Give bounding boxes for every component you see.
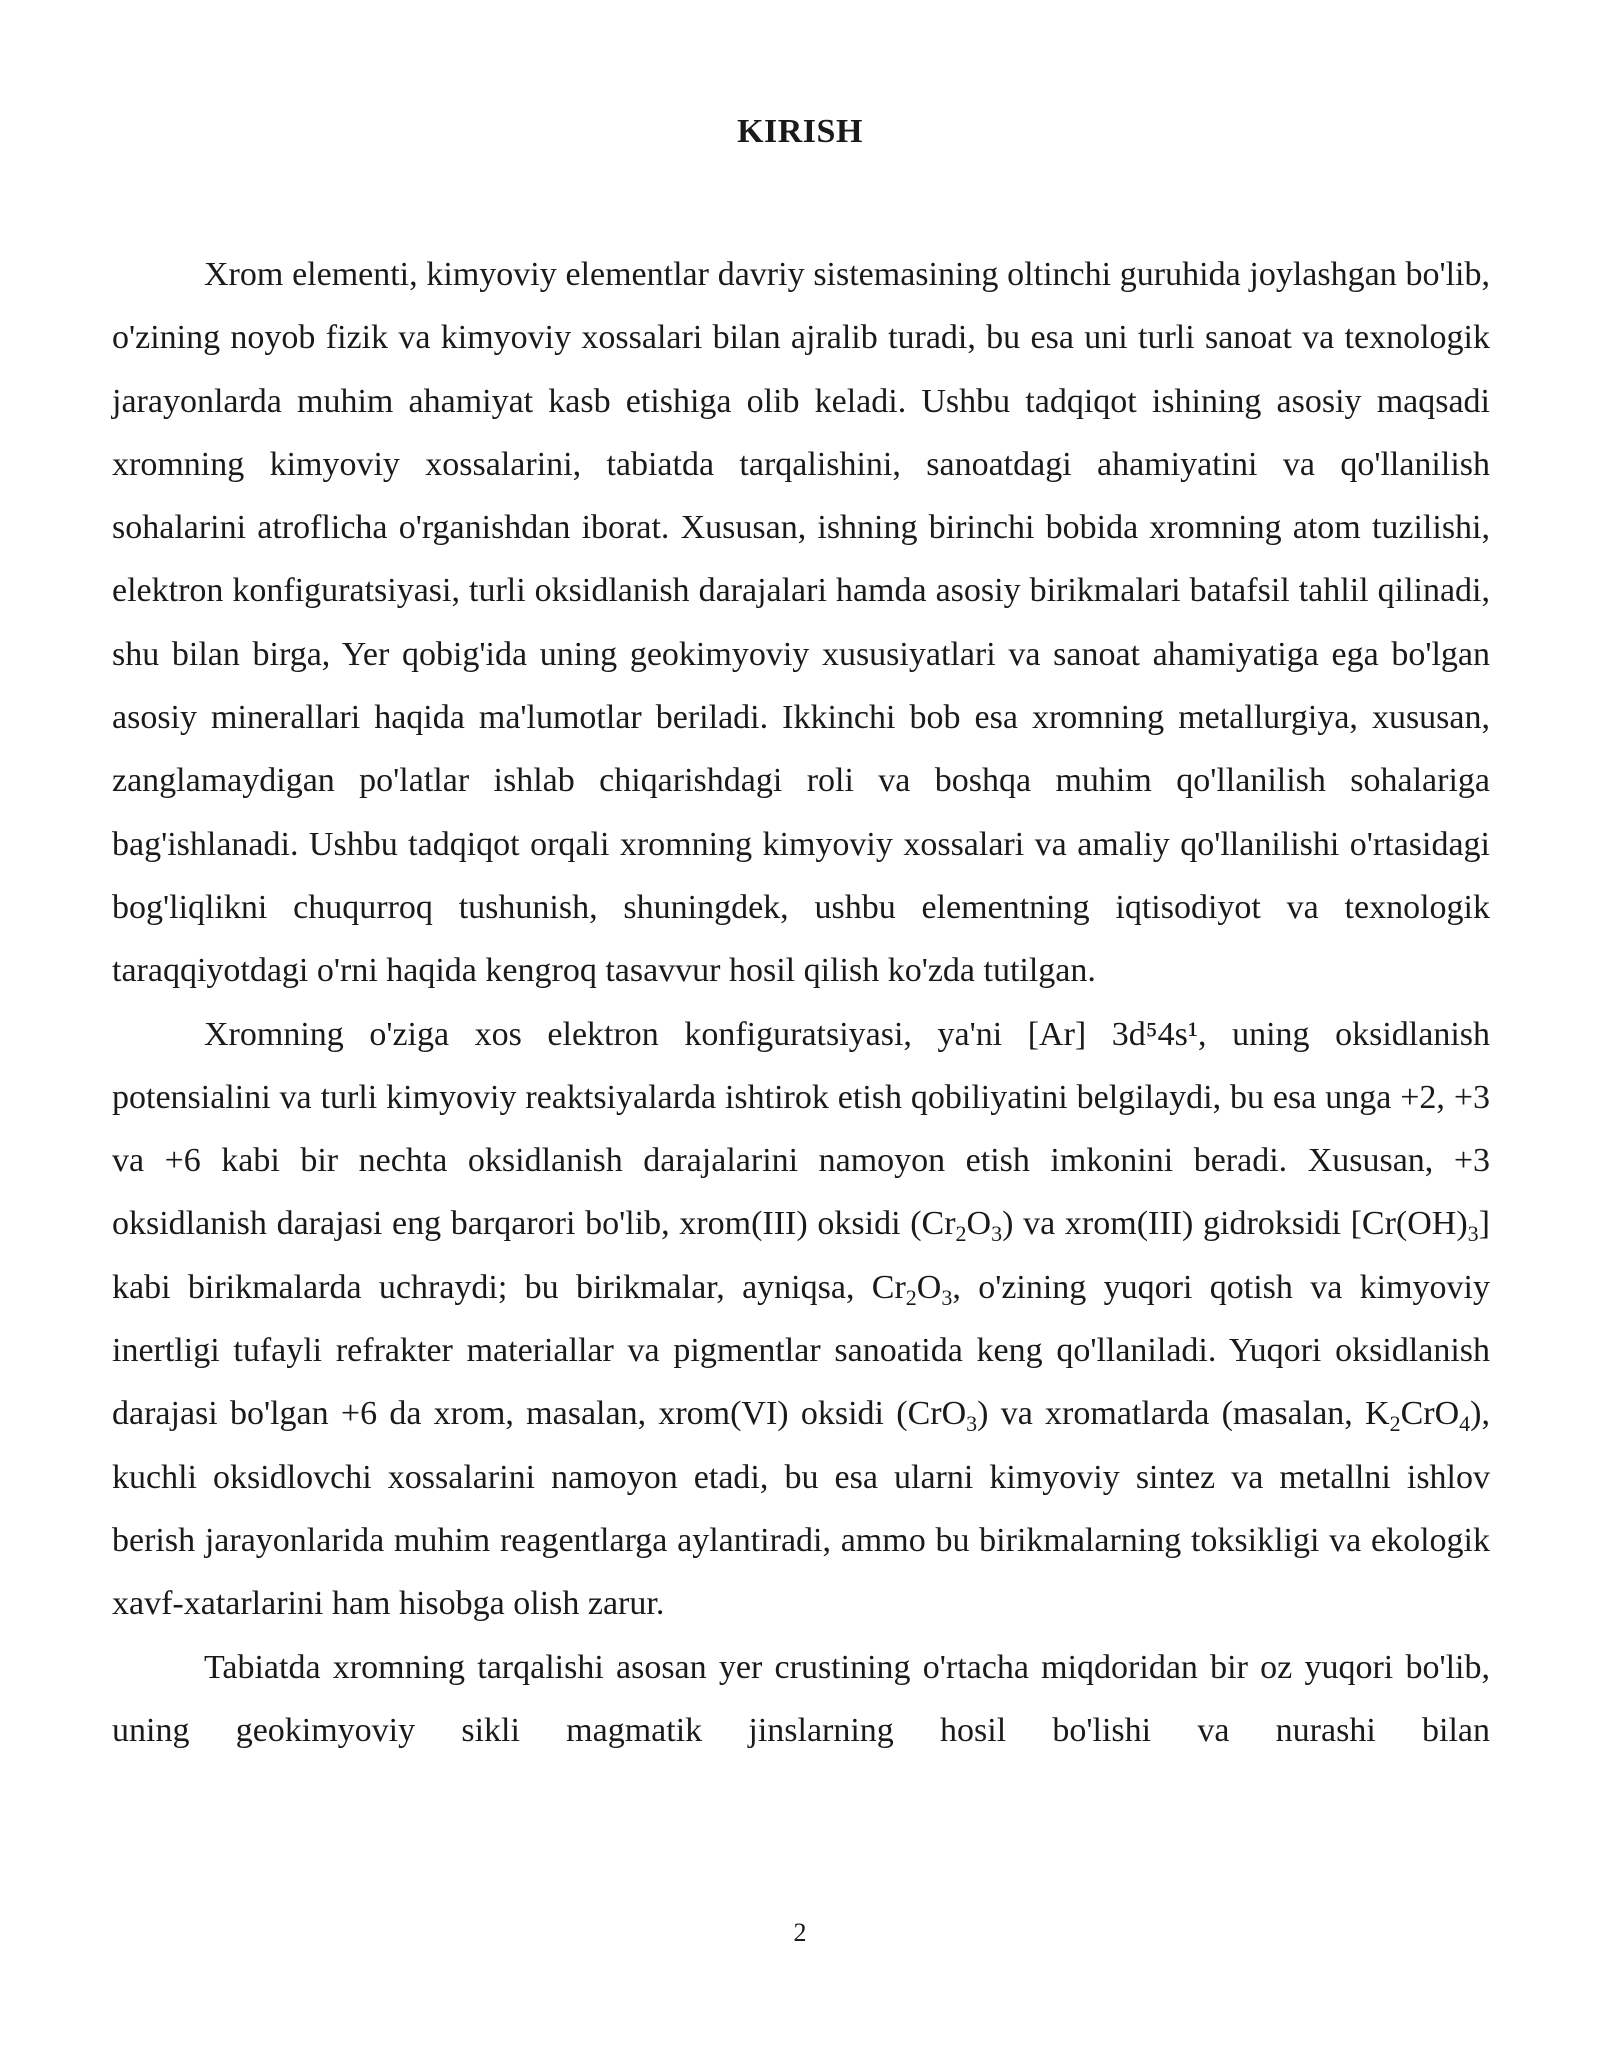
text-run: CrO [1400,1395,1460,1433]
subscript: 3 [941,1284,953,1310]
body-text [112,243,1490,1762]
subscript: 3 [1467,1221,1479,1247]
paragraph [112,1636,1490,1763]
paragraph [112,243,1490,1003]
subscript: 4 [1459,1411,1471,1437]
text-run: , o'zining yuqori qotish va kimyoviy inertligi tufayli refrakter materiallar va pigmentlar sanoatida keng qo'llaniladi. Yuqori oksidlanish darajasi bo'lgan +6 da xrom, masalan, xrom(VI) oksidi (CrO [112,1268,1490,1433]
subscript: 2 [955,1221,967,1247]
text-run: ] kabi birikmalarda uchraydi; bu birikmalar, ayniqsa, Cr [112,1205,1490,1306]
page-number: 2 [793,1918,807,1947]
text-run: Xromning o'ziga xos elektron konfiguratsiyasi, ya'ni [Ar] 3d⁵4s¹, uning oksidlanish potensialini va turli kimyoviy reaktsiyalarda ishtirok etish qobiliyatini belgilaydi, bu esa unga +2, +3 va +6 kabi bir nechta oksidlanish darajalarini namoyon etish imkonini beradi. Xususan, +3 oksidlanish darajasi eng barqarori bo'lib, xrom(III) oksidi (Cr [112,1015,1490,1243]
text-run: Tabiatda xromning tarqalishi asosan yer crustining o'rtacha miqdoridan bir oz yuqori bo'lib, uning geokimyoviy sikli magmatik jinslarning hosil bo'lishi va nurashi bilan [112,1648,1490,1749]
subscript: 2 [905,1284,917,1310]
text-run: ), kuchli oksidlovchi xossalarini namoyon etadi, bu esa ularni kimyoviy sintez va metallni ishlov berish jarayonlarida muhim reagentlarga aylantiradi, ammo bu birikmalarning toksikligi va ekologik xavf-xatarlarini ham hisobga olish zarur. [112,1395,1490,1623]
text-run: ) va xrom(III) gidroksidi [Cr(OH) [1002,1205,1468,1243]
subscript: 2 [1389,1411,1401,1437]
subscript: 3 [991,1221,1003,1247]
subscript: 3 [966,1411,978,1437]
text-run: O [916,1268,942,1306]
text-run: Xrom elementi, kimyoviy elementlar davriy sistemasining oltinchi guruhida joylashgan bo'lib, o'zining noyob fizik va kimyoviy xossalari bilan ajralib turadi, bu esa uni turli sanoat va texnologik jarayonlarda muhim ahamiyat kasb etishiga olib keladi. Ushbu tadqiqot ishining asosiy maqsadi xromning kimyoviy xossalarini, tabiatda tarqalishini, sanoatdagi ahamiyatini va qo'llanilish sohalarini atroflicha o'rganishdan iborat. Xususan, ishning birinchi bobida xromning atom tuzilishi, elektron konfiguratsiyasi, turli oksidlanish darajalari hamda asosiy birikmalari batafsil tahlil qilinadi, shu bilan birga, Yer qobig'ida uning geokimyoviy xususiyatlari va sanoat ahamiyatiga ega bo'lgan asosiy minerallari haqida ma'lumotlar beriladi. Ikkinchi bob esa xromning metallurgiya, xususan, zanglamaydigan po'latlar ishlab chiqarishdagi roli va boshqa muhim qo'llanilish sohalariga bag'ishlanadi. Ushbu tadqiqot orqali xromning kimyoviy xossalari va amaliy qo'llanilishi o'rtasidagi bog'liqlikni chuqurroq tushunish, shuningdek, ushbu elementning iqtisodiyot va texnologik taraqqiyotdagi o'rni haqida kengroq tasavvur hosil qilish ko'zda tutilgan. [112,256,1490,990]
page-title: KIRISH [737,113,863,150]
text-run: ) va xromatlarda (masalan, K [977,1395,1390,1433]
paragraph [112,1003,1490,1636]
text-run: O [966,1205,992,1243]
